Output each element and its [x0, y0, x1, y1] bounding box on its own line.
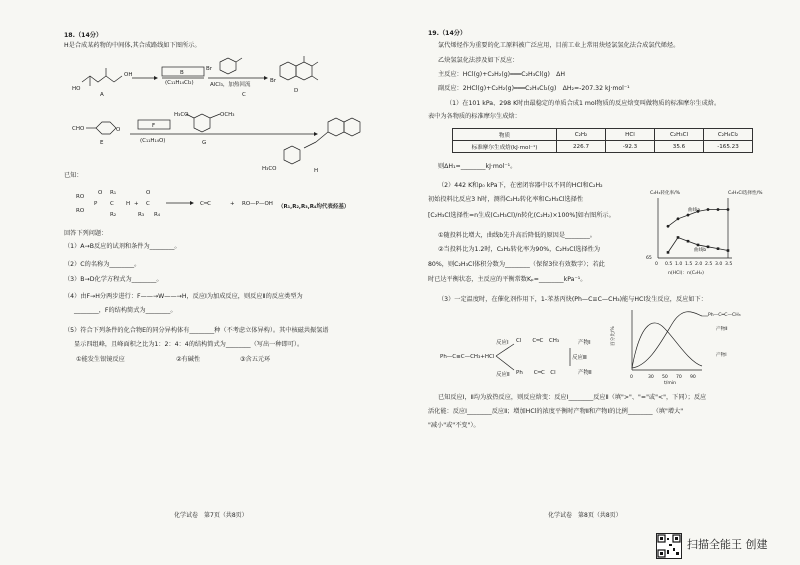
q19-part-3-answer-2: 活化能：反应Ⅰ________反应Ⅱ；增加HCl的浓度平衡时产物Ⅱ和产物Ⅰ的比例________（填"增大" [428, 408, 684, 415]
svg-text:RO: RO [76, 194, 85, 200]
svg-text:Ph—C═C—CH₃: Ph—C═C—CH₃ [708, 313, 741, 318]
table-cell: -165.23 [704, 141, 753, 153]
svg-text:(C₁₁H₁₄O): (C₁₁H₁₄O) [140, 138, 166, 144]
chart-series-label: 曲线a [688, 208, 701, 214]
q18-part-5b: 显示四组峰，且峰面积之比为1：2：4：4的结构简式为________（写出一种即可）。 [74, 341, 304, 348]
molecule-e [72, 122, 121, 146]
chart-point [707, 246, 710, 249]
product-1-curve [632, 323, 702, 368]
chart-x-tick-label: 2.0 [695, 262, 703, 267]
q18-part-5a: （5）符合下列条件的化合物E的同分异构体有________种（不考虑立体异构）。其中核磁共振氢谱 [64, 327, 329, 334]
svg-text:Br: Br [270, 78, 277, 84]
svg-text:RO—P—OH: RO—P—OH [242, 201, 273, 207]
svg-text:产物Ⅰ: 产物Ⅰ [578, 340, 591, 346]
svg-text:E: E [100, 140, 104, 146]
chart-x-tick-label: 2.5 [705, 262, 713, 267]
q19-part-3a: （3）一定温度时，在催化剂作用下，1-苯基丙炔(Ph—C≡C—CH₃)能与HCl发生反应，反应如下： [438, 296, 707, 303]
side-reaction: 副反应：2HCl(g)+C₂H₂(g)═══C₂H₄Cl₂(g) ΔH₂=-207.32 kJ·mol⁻¹ [438, 85, 630, 92]
svg-text:O: O [146, 190, 151, 196]
reactant-label: Ph—C≡C—CH₃+HCl [440, 354, 495, 360]
chart-x-tick-label: 3.0 [715, 262, 723, 267]
svg-text:t/min: t/min [664, 381, 677, 386]
chart-series-label: 曲线b [694, 247, 707, 253]
svg-text:RO: RO [76, 208, 85, 214]
q18-option-1: ①能发生银镜反应 [76, 356, 125, 363]
table-header-cell: C₂H₄Cl₂ [704, 129, 753, 141]
table-row [453, 141, 753, 153]
chart-x-label: n(HCl)：n(C₂H₂) [668, 271, 704, 276]
svg-text:G: G [202, 140, 207, 146]
chart-y-label-left: C₂H₂转化率/% [650, 191, 681, 196]
svg-text:R₃: R₃ [138, 212, 145, 218]
svg-text:R₂: R₂ [110, 212, 117, 218]
known-label: 已知： [64, 172, 83, 179]
svg-text:C: C [146, 201, 150, 207]
question-18-header: 18.（14分） [64, 32, 103, 39]
q19-part-1b: 表中为各物质的标准摩尔生成焓： [428, 113, 521, 120]
svg-text:C: C [242, 92, 246, 98]
q19-sub-intro: 乙炔氢氯化法涉及如下反应： [438, 57, 519, 64]
main-reaction: 主反应：HCl(g)+C₂H₂(g)═══C₂H₃Cl(g) ΔH [438, 71, 566, 78]
question-19-header: 19.（14分） [428, 30, 467, 37]
svg-text:R₄: R₄ [154, 212, 161, 218]
chart-x-tick-label: 0.5 [665, 262, 673, 267]
chart-point [667, 251, 670, 254]
known-reaction [70, 184, 390, 224]
scanner-watermark-text: 扫描全能王 创建 [687, 538, 768, 551]
chart-point [697, 244, 700, 247]
phenylpropyne-reaction-scheme [440, 318, 610, 388]
svg-text:CHO: CHO [72, 126, 85, 132]
chart-point [677, 236, 680, 239]
chart-point [707, 208, 710, 211]
table-header-cell: HCl [606, 129, 655, 141]
answer-intro: 回答下列问题： [64, 230, 108, 237]
svg-text:50: 50 [662, 375, 668, 380]
chart-x-tick-label: 3.5 [725, 262, 733, 267]
q19-part-2g: 时已达平衡状态，主反应的平衡常数Kₚ=________kPa⁻¹。 [428, 276, 587, 283]
chart-point [677, 217, 680, 220]
svg-text:D: D [294, 88, 299, 94]
chart-point [717, 208, 720, 211]
svg-text:F: F [152, 123, 156, 129]
svg-text:Cl C═C CH₃: Cl C═C CH₃ [516, 338, 560, 344]
synthesis-scheme-2 [70, 112, 390, 182]
left-page-footer: 化学试卷 第7页（共8页） [174, 512, 248, 519]
molecule-h [262, 118, 360, 174]
svg-text:R₁: R₁ [110, 190, 117, 196]
right-page [400, 0, 800, 565]
svg-text:H: H [126, 201, 131, 207]
svg-text:产物Ⅱ: 产物Ⅱ [578, 370, 592, 376]
chart-point [727, 208, 730, 211]
svg-text:H: H [314, 168, 319, 174]
question-19-intro: 氯代烯烃作为重要的化工原料被广泛应用，目前工业上常用炔烃氯氢化法合成氯代烯烃。 [438, 42, 680, 49]
q18-part-2: （2）C的名称为________。 [64, 261, 141, 268]
q19-part-2a: （2）442 K和p₀ kPa下，在密闭容器中以不同的HCl和C₂H₂ [438, 182, 603, 189]
chart-point [687, 214, 690, 217]
molecule-a [72, 68, 132, 98]
enthalpy-table [452, 128, 753, 153]
svg-text:30: 30 [648, 375, 654, 380]
svg-text:OCH₃: OCH₃ [220, 112, 235, 118]
svg-text:C═C: C═C [200, 201, 211, 207]
svg-text:百分比/%: 百分比/% [611, 326, 616, 346]
svg-text:90: 90 [690, 375, 696, 380]
q18-option-3: ③含五元环 [240, 356, 271, 363]
q19-part-2e: ②当投料比为1.2时，C₂H₂转化率为90%，C₂H₃Cl选择性为 [438, 246, 601, 253]
svg-text:Br: Br [206, 66, 213, 72]
concentration-time-chart [612, 304, 772, 384]
table-cell: 226.7 [557, 141, 606, 153]
svg-text:+: + [230, 201, 235, 207]
svg-text:OH: OH [124, 72, 133, 78]
q18-part-3: （3）B→D化学方程式为________。 [64, 276, 163, 283]
svg-text:B: B [180, 70, 184, 76]
question-18-intro: H是合成某药物的中间体,其合成路线如下图所示。 [64, 42, 201, 49]
q19-part-1: （1）在101 kPa、298 K时由最稳定的单质合成1 mol物质的反应焓变叫做物质的标准摩尔生成焓。 [446, 100, 721, 107]
table-cell: -92.3 [606, 141, 655, 153]
chart-point [667, 225, 670, 228]
table-header-cell: C₂H₃Cl [655, 129, 704, 141]
q19-part-2d: ①随投料比增大，曲线b先升高后降低的原因是________。 [438, 232, 596, 239]
chart-point [717, 247, 720, 250]
right-page-footer: 化学试卷 第8页（共8页） [548, 512, 622, 519]
conversion-selectivity-chart [628, 178, 778, 278]
q19-part-2c: [C₂H₃Cl选择性=n生成(C₂H₃Cl)/n转化(C₂H₂)×100%]如右图所示。 [428, 212, 615, 219]
q19-part-1-answer: 则ΔH₁=________kJ·mol⁻¹。 [438, 163, 517, 170]
molecule-g [174, 112, 235, 146]
q18-option-2: ②有碱性 [176, 356, 201, 363]
svg-text:AlCl₃，加热回流: AlCl₃，加热回流 [210, 82, 251, 88]
svg-text:反应Ⅱ: 反应Ⅱ [496, 372, 510, 378]
q18-part-4b: ________，F的结构简式为________。 [74, 307, 177, 314]
q19-part-3-answer-1: 已知反应Ⅰ，Ⅱ均为放热反应，则反应焓变：反应Ⅰ________反应Ⅱ（填">"、"="或"<"，下同）；反应 [438, 394, 707, 401]
svg-text:A: A [100, 92, 104, 98]
svg-text:0: 0 [630, 375, 633, 380]
table-cell: 标准摩尔生成焓(kJ·mol⁻¹) [453, 141, 557, 153]
svg-text:O: O [98, 190, 103, 196]
svg-text:HO: HO [72, 86, 81, 92]
svg-text:（R₁,R₂,R₃,R₄均代表烃基）: （R₁,R₂,R₃,R₄均代表烃基） [278, 204, 350, 210]
q19-part-2b: 初始投料比反应3 h时，测得C₂H₂转化率和C₂H₃Cl选择性 [428, 196, 584, 203]
svg-text:O: O [116, 127, 121, 133]
svg-text:产物Ⅱ: 产物Ⅱ [716, 327, 728, 332]
chart-y-label-right: C₂H₃Cl选择性/% [728, 191, 763, 196]
table-header-row [453, 129, 753, 141]
table-cell: 35.6 [655, 141, 704, 153]
svg-text:+: + [134, 201, 139, 207]
svg-text:P: P [94, 201, 98, 207]
q18-part-1: （1）A→B反应的试剂和条件为________。 [64, 243, 181, 250]
svg-text:反应Ⅲ: 反应Ⅲ [572, 355, 587, 361]
svg-text:产物Ⅰ: 产物Ⅰ [716, 353, 727, 358]
table-header-cell: 物质 [453, 129, 557, 141]
svg-text:Ph C═C Cl: Ph C═C Cl [516, 370, 556, 376]
svg-text:H₃CO: H₃CO [262, 166, 277, 172]
svg-text:70: 70 [676, 375, 682, 380]
svg-text:(C₁₁H₁₄Cl₂): (C₁₁H₁₄Cl₂) [165, 80, 194, 86]
molecule-c [206, 58, 242, 74]
svg-text:反应Ⅰ: 反应Ⅰ [496, 340, 509, 346]
q19-part-3-answer-3: "减小"或"不变"）。 [428, 422, 480, 429]
synthesis-scheme-1 [70, 52, 390, 102]
chart-x-tick-label: 1.0 [675, 262, 683, 267]
svg-text:C: C [110, 201, 114, 207]
chart-y-tick-label: 65 [646, 256, 652, 261]
qr-code-icon [656, 533, 682, 559]
chart-x-tick-label: 1.5 [685, 262, 693, 267]
chart-point [687, 240, 690, 243]
q19-part-2f: 80%，则C₂H₃Cl体积分数为________（保留3位有效数字）；若此 [428, 261, 605, 268]
q18-part-4a: （4）由F→H分两步进行：F——→W——→H，反应Ⅰ为加成反应，则反应Ⅱ的反应类型为 [64, 293, 303, 300]
molecule-d [270, 56, 318, 94]
chart-x-tick-label: 0 [655, 262, 658, 267]
table-header-cell: C₂H₂ [557, 129, 606, 141]
svg-text:H₃CO: H₃CO [174, 112, 189, 118]
chart-point [727, 249, 730, 252]
